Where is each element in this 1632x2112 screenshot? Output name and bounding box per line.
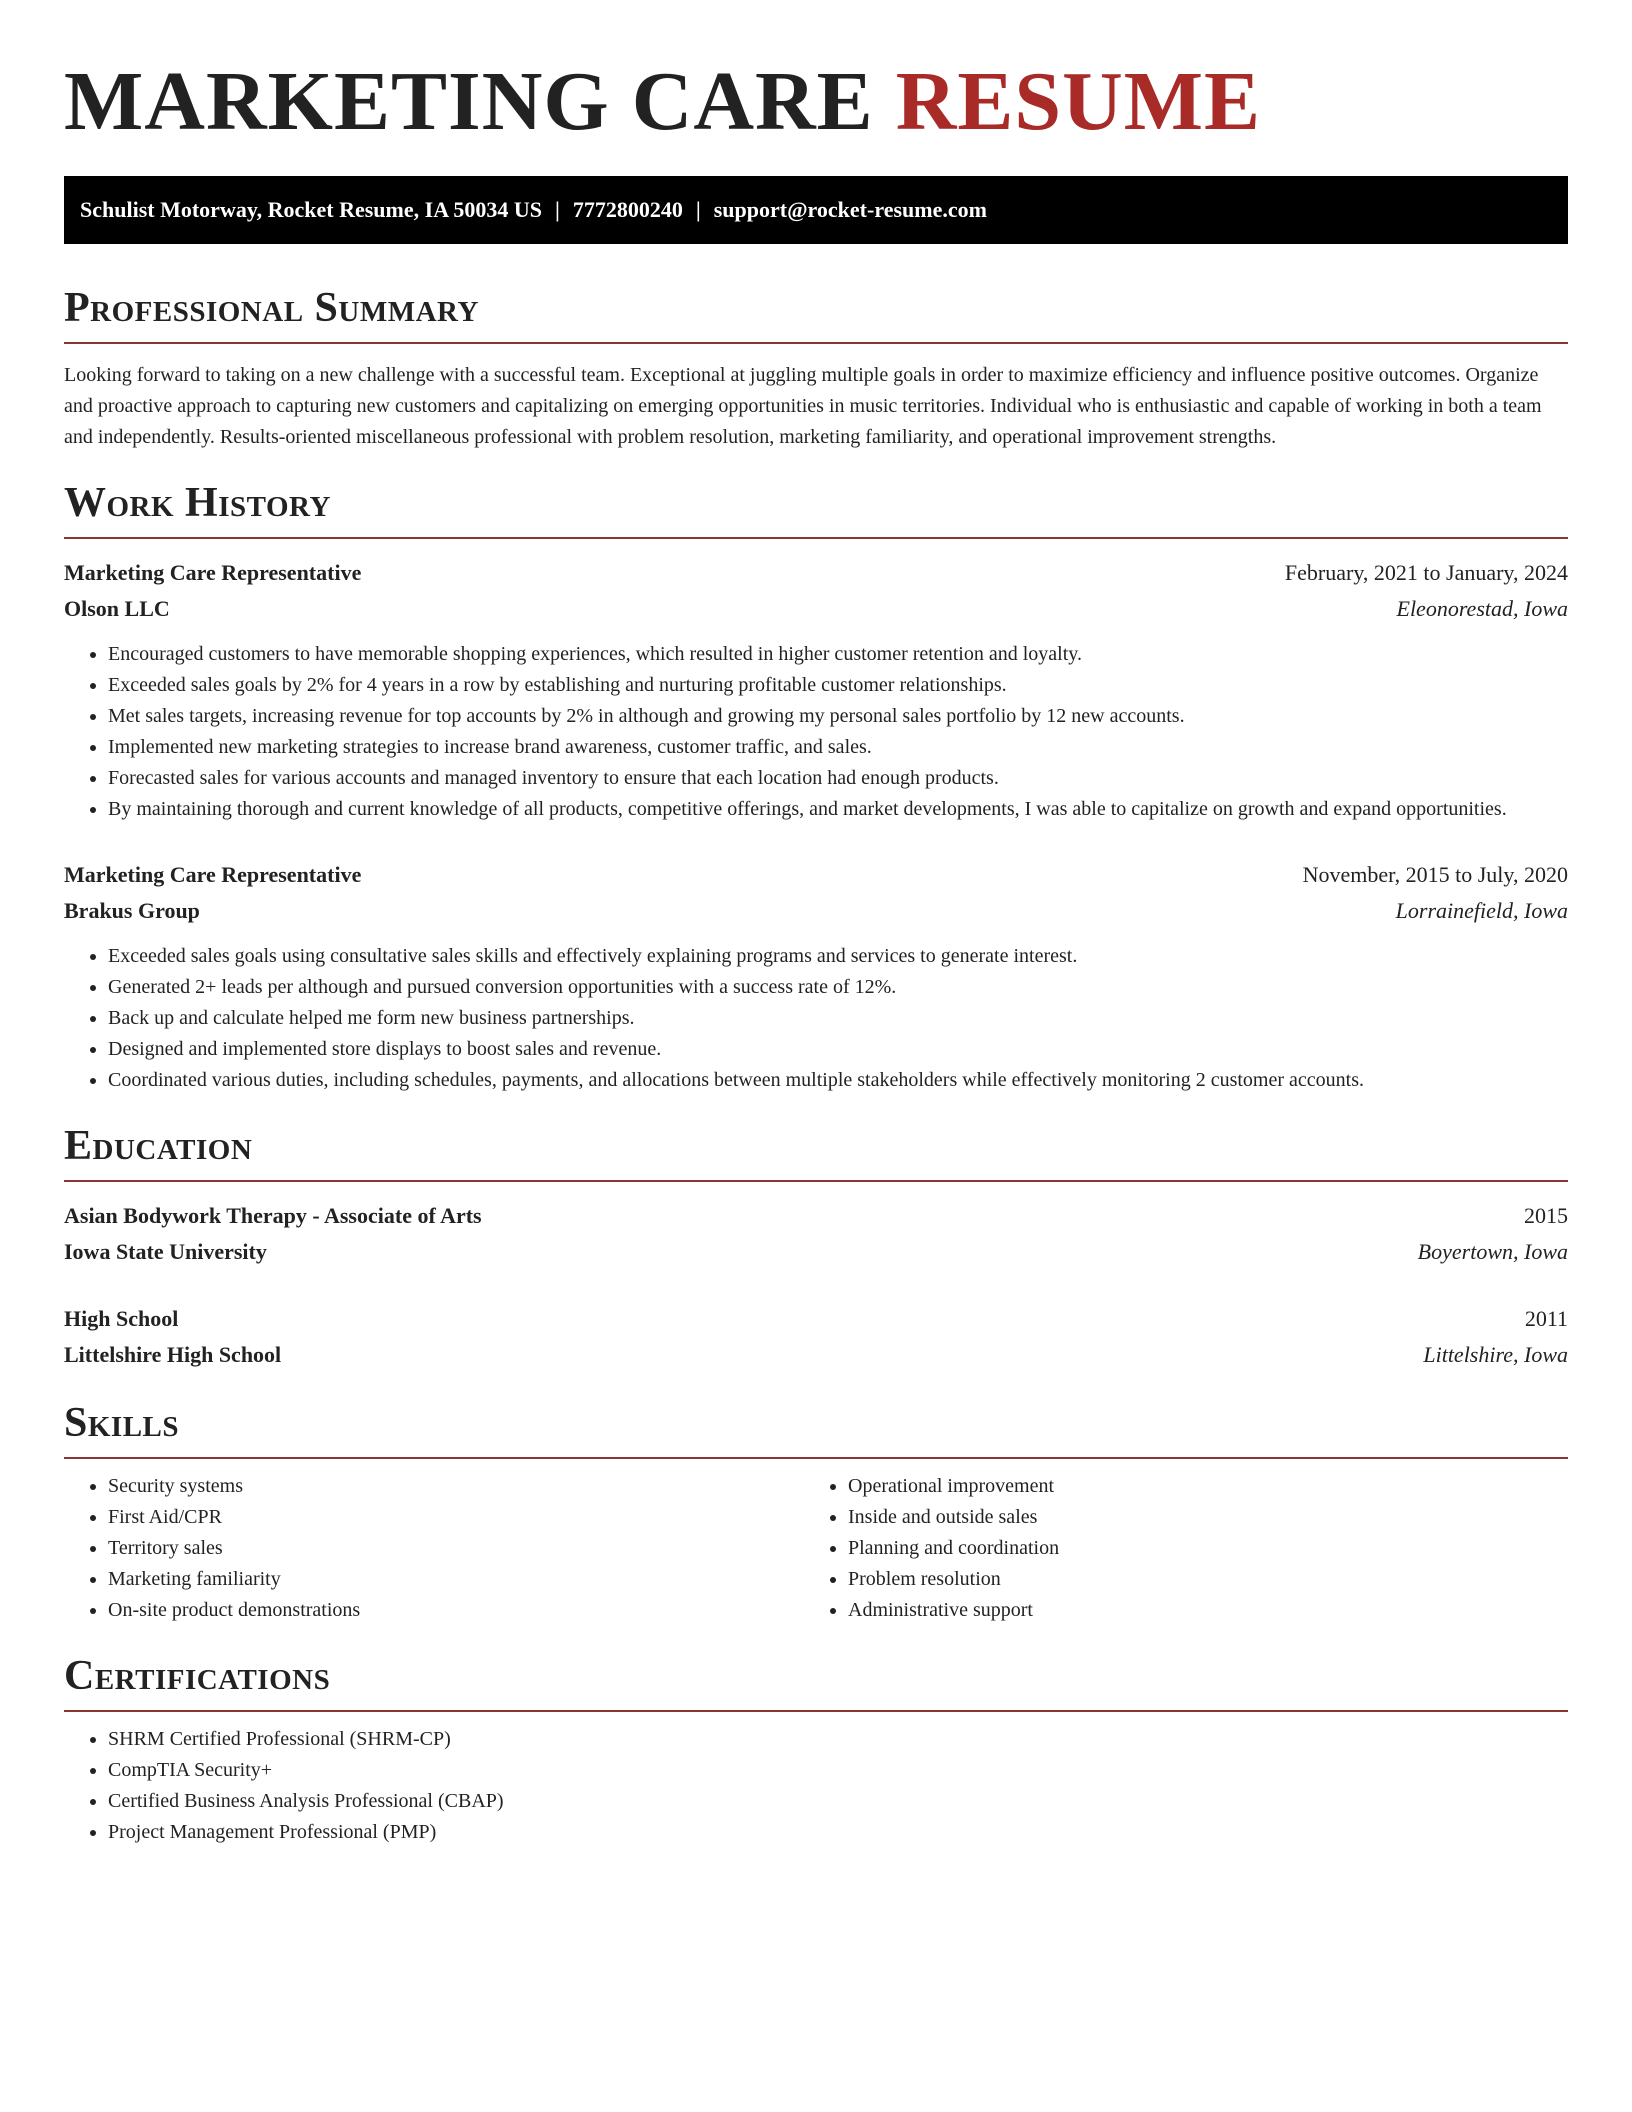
section-heading-skills: Skills [64, 1400, 180, 1446]
job-bullet: • Coordinated various duties, including schedules, payments, and allocations between multiple stakeholders while effectively monitoring 2 customer accounts. [108, 1065, 1568, 1096]
section-heading-certifications: Certifications [64, 1653, 331, 1699]
certification-item: • Project Management Professional (PMP) [108, 1817, 1568, 1848]
job-entry [64, 555, 1568, 825]
section-heading-education: Education [64, 1123, 253, 1169]
certifications-section [64, 1650, 1568, 1848]
job-company-row [64, 893, 1568, 929]
skills-list-right [804, 1471, 1544, 1626]
skill-item: • Problem resolution [848, 1564, 1544, 1595]
skill-item: • Inside and outside sales [848, 1502, 1544, 1533]
job-bullet-list [64, 639, 1568, 825]
job-bullet: • By maintaining thorough and current knowledge of all products, competitive offerings, and market developments, I was able to capitalize on growth and expand opportunities. [108, 794, 1568, 825]
certification-item: • CompTIA Security+ [108, 1755, 1568, 1786]
job-bullet: • Designed and implemented store displays to boost sales and revenue. [108, 1034, 1568, 1065]
education-degree: High School [64, 1306, 179, 1331]
job-bullet: • Generated 2+ leads per although and pursued conversion opportunities with a success rate of 12%. [108, 972, 1568, 1003]
job-title: Marketing Care Representative [64, 560, 362, 585]
job-location: Eleonorestad, Iowa [1396, 596, 1568, 621]
contact-separator: | [555, 197, 560, 222]
education-location: Boyertown, Iowa [1417, 1239, 1568, 1264]
summary-section [64, 282, 1568, 453]
job-bullet: • Implemented new marketing strategies to increase brand awareness, customer traffic, and sales. [108, 732, 1568, 763]
job-company: Olson LLC [64, 596, 170, 621]
education-entry [64, 1198, 1568, 1270]
job-bullet: • Forecasted sales for various accounts and managed inventory to ensure that each location had enough products. [108, 763, 1568, 794]
education-location: Littelshire, Iowa [1423, 1342, 1568, 1367]
job-entry [64, 857, 1568, 1096]
skills-list-left [64, 1471, 804, 1626]
job-bullet: • Met sales targets, increasing revenue for top accounts by 2% in although and growing my personal sales portfolio by 12 new accounts. [108, 701, 1568, 732]
skill-item: • Operational improvement [848, 1471, 1544, 1502]
contact-phone: 7772800240 [572, 197, 683, 222]
contact-separator: | [695, 197, 701, 222]
section-heading-work-history: Work History [64, 480, 331, 526]
education-header-row [64, 1301, 1568, 1337]
job-company: Brakus Group [64, 898, 200, 923]
resume-page [64, 0, 1568, 1848]
job-bullet: • Back up and calculate helped me form new business partnerships. [108, 1003, 1568, 1034]
section-divider [64, 1457, 1568, 1459]
job-header-row [64, 857, 1568, 893]
skill-item: • Planning and coordination [848, 1533, 1544, 1564]
education-degree: Asian Bodywork Therapy - Associate of Arts [64, 1203, 482, 1228]
job-title: Marketing Care Representative [64, 862, 362, 887]
job-header-row [64, 555, 1568, 591]
skill-item: • Marketing familiarity [108, 1564, 804, 1595]
work-history-section [64, 477, 1568, 1096]
education-entry [64, 1301, 1568, 1373]
contact-email: support@rocket-resume.com [713, 197, 987, 222]
skill-item: • Administrative support [848, 1595, 1544, 1626]
skill-item: • Territory sales [108, 1533, 804, 1564]
education-year: 2015 [1524, 1203, 1568, 1228]
job-dates: November, 2015 to July, 2020 [1302, 862, 1568, 887]
education-section [64, 1120, 1568, 1373]
contact-bar [64, 176, 1568, 244]
certification-item: • Certified Business Analysis Professional (CBAP) [108, 1786, 1568, 1817]
education-header-row [64, 1198, 1568, 1234]
section-heading-summary: Professional Summary [64, 285, 479, 331]
section-divider [64, 342, 1568, 344]
certification-item: • SHRM Certified Professional (SHRM-CP) [108, 1724, 1568, 1755]
title-accent: RESUME [895, 55, 1262, 148]
summary-text: Looking forward to taking on a new challenge with a successful team. Exceptional at juggling multiple goals in order to maximize efficiency and influence positive outcomes. Organize and proactive approach to capturing new customers and capitalizing on emerging opportunities in music territories. Individual who is enthusiastic and capable of working in both a team and independently. Results-oriented miscellaneous professional with problem resolution, marketing familiarity, and operational improvement strengths. [64, 364, 1542, 448]
job-bullet: • Encouraged customers to have memorable shopping experiences, which resulted in higher customer retention and loyalty. [108, 639, 1568, 670]
contact-address: Schulist Motorway, Rocket Resume, IA 50034 US [80, 197, 542, 222]
resume-title [64, 0, 1568, 152]
education-school-row [64, 1337, 1568, 1373]
job-company-row [64, 591, 1568, 627]
education-school: Iowa State University [64, 1239, 267, 1264]
job-bullet: • Exceeded sales goals using consultative sales skills and effectively explaining programs and services to generate interest. [108, 941, 1568, 972]
title-main: MARKETING CARE [64, 55, 896, 148]
skills-grid [64, 1471, 1568, 1626]
skill-item: • Security systems [108, 1471, 804, 1502]
education-school-row [64, 1234, 1568, 1270]
skill-item: • First Aid/CPR [108, 1502, 804, 1533]
section-divider [64, 537, 1568, 539]
job-dates: February, 2021 to January, 2024 [1284, 560, 1568, 585]
certifications-list [64, 1724, 1568, 1848]
section-divider [64, 1710, 1568, 1712]
section-divider [64, 1180, 1568, 1182]
skills-section [64, 1397, 1568, 1626]
education-year: 2011 [1524, 1306, 1568, 1331]
job-location: Lorrainefield, Iowa [1395, 898, 1568, 923]
job-bullet-list [64, 941, 1568, 1096]
education-school: Littelshire High School [64, 1342, 282, 1367]
skill-item: • On-site product demonstrations [108, 1595, 804, 1626]
job-bullet: • Exceeded sales goals by 2% for 4 years in a row by establishing and nurturing profitable customer relationships. [108, 670, 1568, 701]
